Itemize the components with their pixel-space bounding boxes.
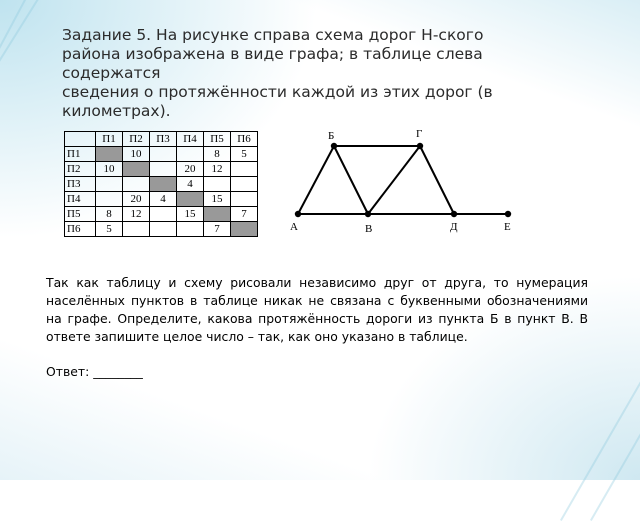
- node-v: [365, 211, 371, 217]
- table-header-row: [65, 132, 258, 147]
- table-cell: [96, 147, 123, 162]
- table-cell: [123, 177, 150, 192]
- node-label-v: В: [365, 223, 373, 235]
- table-cell: 12: [123, 207, 150, 222]
- table-cell: 20: [123, 192, 150, 207]
- row-header: П3: [65, 177, 96, 192]
- node-label-b: Б: [328, 130, 335, 142]
- edge-v-g: [368, 146, 420, 214]
- table-row: [65, 177, 258, 192]
- table-cell: 7: [231, 207, 258, 222]
- title-line: Задание 5. На рисунке справа схема дорог Н-ского: [62, 26, 484, 44]
- edge-g-d: [420, 146, 454, 214]
- node-label-a: А: [290, 221, 298, 233]
- node-e: [505, 211, 511, 217]
- table-cell: 5: [231, 147, 258, 162]
- header-cell: П5: [204, 132, 231, 147]
- road-graph: [284, 126, 524, 236]
- table-cell: 10: [96, 162, 123, 177]
- table-cell: [231, 177, 258, 192]
- table-cell: 12: [204, 162, 231, 177]
- table-cell: [231, 162, 258, 177]
- table-cell: [231, 192, 258, 207]
- header-cell: [65, 132, 96, 147]
- header-cell: П2: [123, 132, 150, 147]
- node-label-e: Е: [504, 221, 511, 233]
- task-description: Так как таблицу и схему рисовали независимо друг от друга, то нумерация населённых пунктов в таблице никак не связана с буквенными обозначениями на графе. Определите, какова протяжённость дороги из пункта Б в пункт В. В ответе запишите целое число – так, как оно указано в таблице.: [46, 275, 588, 344]
- header-cell: П6: [231, 132, 258, 147]
- node-d: [451, 211, 457, 217]
- distance-table: [64, 131, 258, 237]
- node-label-g: Г: [416, 128, 423, 140]
- table-cell: [123, 222, 150, 237]
- header-cell: П3: [150, 132, 177, 147]
- node-b: [331, 143, 337, 149]
- row-header: П4: [65, 192, 96, 207]
- title-line: содержатся: [62, 64, 161, 82]
- graph-nodes: [295, 143, 511, 217]
- table-cell: [177, 147, 204, 162]
- edge-a-b: [298, 146, 334, 214]
- table-cell: 8: [96, 207, 123, 222]
- node-a: [295, 211, 301, 217]
- table-row: [65, 147, 258, 162]
- table-row: [65, 207, 258, 222]
- table-cell: [96, 192, 123, 207]
- table-cell: [231, 222, 258, 237]
- row-header: П1: [65, 147, 96, 162]
- row-header: П5: [65, 207, 96, 222]
- table-cell: 4: [177, 177, 204, 192]
- table-cell: 8: [204, 147, 231, 162]
- table-cell: [150, 177, 177, 192]
- table-cell: [204, 207, 231, 222]
- table-cell: 20: [177, 162, 204, 177]
- edge-b-v: [334, 146, 368, 214]
- table-cell: [204, 177, 231, 192]
- graph-edges: [298, 146, 508, 214]
- title-line: километрах).: [62, 102, 171, 120]
- header-cell: П4: [177, 132, 204, 147]
- row-header: П2: [65, 162, 96, 177]
- table-cell: 4: [150, 192, 177, 207]
- table-cell: 15: [177, 207, 204, 222]
- answer-line: Ответ: ________: [46, 364, 143, 379]
- table-cell: [150, 162, 177, 177]
- table-cell: 5: [96, 222, 123, 237]
- distance-table-grid: [64, 131, 258, 237]
- table-cell: [150, 147, 177, 162]
- title-line: района изображена в виде графа; в таблице слева: [62, 45, 483, 63]
- table-cell: [150, 222, 177, 237]
- header-cell: П1: [96, 132, 123, 147]
- title-line: сведения о протяжённости каждой из этих дорог (в: [62, 83, 493, 101]
- table-cell: [150, 207, 177, 222]
- table-row: [65, 192, 258, 207]
- table-cell: [96, 177, 123, 192]
- table-cell: 15: [204, 192, 231, 207]
- table-cell: 10: [123, 147, 150, 162]
- table-cell: 7: [204, 222, 231, 237]
- row-header: П6: [65, 222, 96, 237]
- table-cell: [177, 192, 204, 207]
- table-row: [65, 222, 258, 237]
- table-cell: [123, 162, 150, 177]
- table-row: [65, 162, 258, 177]
- node-label-d: Д: [450, 221, 458, 233]
- table-cell: [177, 222, 204, 237]
- node-g: [417, 143, 423, 149]
- task-title: [62, 26, 582, 121]
